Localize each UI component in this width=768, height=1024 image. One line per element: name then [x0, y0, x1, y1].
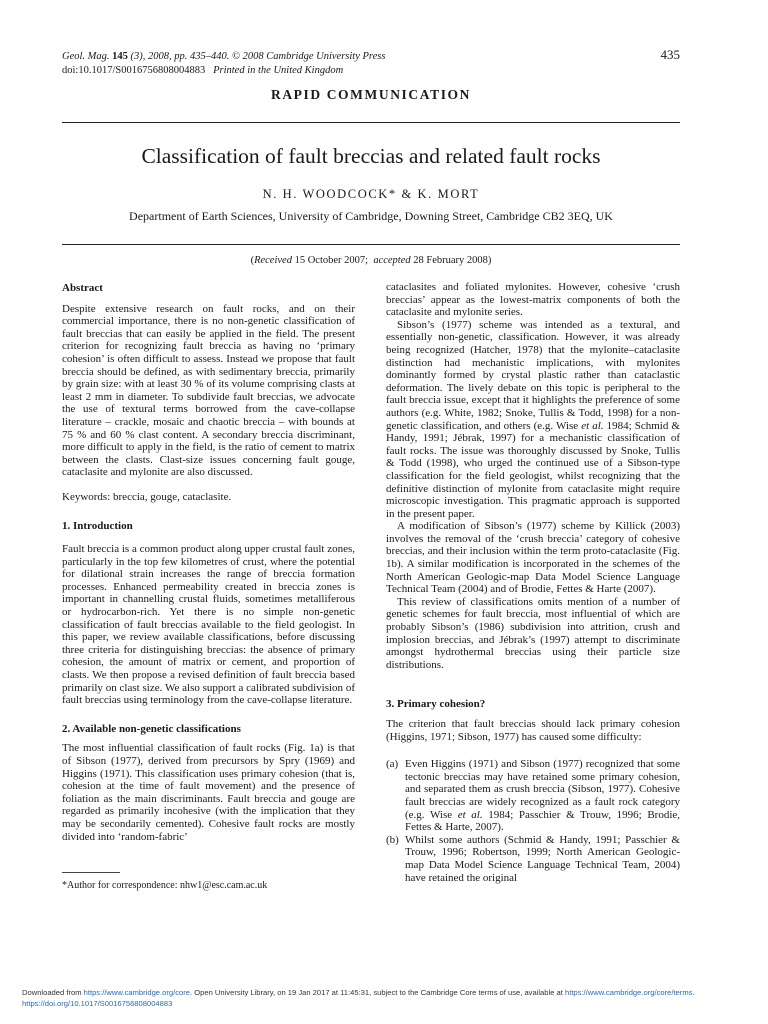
right-column	[386, 281, 680, 884]
abstract-text: Despite extensive research on fault rocks, and on their commercial importance, there is no non-genetic classification of fault breccias that can easily be applied in the field. The present criterion for recognizing fault breccia as having no ‘primary cohesion’ is often difficult to assess. Instead we propose that fault breccia should be defined, as with sedimentary breccia, primarily by grain size: with at least 30 % of its volume comprising clasts at least 2 mm in diameter. To subdivide fault breccias, we advocate the use of textural terms borrowed from the cave-collapse literature – crackle, mosaic and chaotic breccia – with bounds at 75 % and 60 % clast content. A secondary breccia discriminant, more difficult to apply in the field, is the ratio of cement to matrix between the clasts. Clast-size issues concerning fault gouge, cataclasite and mylonite are also discussed.	[62, 302, 355, 479]
page-number: 435	[660, 47, 680, 62]
download-prefix: Downloaded from	[22, 988, 84, 997]
section-1-heading: 1. Introduction	[62, 519, 133, 532]
journal-name: Geol. Mag.	[62, 51, 113, 62]
list-label: (a)	[386, 758, 399, 771]
keywords: Keywords: breccia, gouge, cataclasite.	[62, 490, 232, 503]
doi-link[interactable]: https://doi.org/10.1017/S0016756808004883	[22, 999, 173, 1008]
text-run: Even Higgins (1971) and Sibson (1977) recognized that some tectonic breccias may have retained some primary cohesion, and separated them as crush breccia (Sibson, 1977). Cohesive fault breccias are widely recognized as a fault rock category (e.g. Wise	[405, 758, 680, 821]
author-footnote: *Author for correspondence: nhw1@esc.cam.ac.uk	[62, 880, 268, 891]
left-column	[62, 282, 355, 843]
download-end: .	[692, 988, 695, 997]
affiliation: Department of Earth Sciences, University of Cambridge, Downing Street, Cambridge CB2 3EQ, UK	[129, 209, 613, 223]
terms-link[interactable]: https://www.cambridge.org/core/terms	[564, 988, 693, 997]
classification-paragraph: The most influential classification of fault rocks (Fig. 1a) is that of Sibson (1977), derived from precursors by Spry (1969) and Higgins (1971). This classification uses primary cohesion (that is, cohesion at the time of fault movement) and the presence of foliation as the main discriminants. Fault breccia and gouge are regarded as primarily incohesive (with the implication that they may be secondarily cemented). Cohesive fault rocks are mostly divided into ‘random-fabric’	[62, 742, 355, 843]
authors: N. H. WOODCOCK* & K. MORT	[262, 187, 480, 201]
footnote-divider	[62, 872, 120, 873]
list-item-a	[386, 758, 680, 834]
article-title: Classification of fault breccias and related fault rocks	[141, 144, 601, 168]
list-text: Whilst some authors (Schmid & Handy, 1991; Passchier & Trouw, 1996; Robertson, 1999; North American Geologic-map Data Model Science Language Technical Team, 2004) have retained the original	[405, 833, 680, 884]
received-accepted-line: (Received 15 October 2007; accepted 28 February 2008)	[250, 255, 492, 266]
running-header	[62, 50, 385, 78]
text-run: 1984; Schmid & Handy, 1991; Jébrak, 1997) for a mechanistic classification of fault rocks. The issue was thoroughly discussed by Snoke, Tullis & Todd (1998), who urged the continued use of a Sibson-type classification for the field geologist, whilst recognizing that the definitive distinction of mylonite from cataclasite might require microscopic investigation. This pragmatic approach is supported in the present paper.	[386, 419, 680, 520]
title-divider	[62, 244, 680, 245]
list-label: (b)	[386, 833, 399, 846]
list-text	[405, 758, 680, 834]
section-2-heading: 2. Available non-genetic classifications	[62, 722, 241, 735]
abstract-heading: Abstract	[62, 282, 103, 294]
text-run: 1984; Passchier & Trouw, 1996; Brodie, Fettes & Harte, 2007).	[405, 808, 681, 834]
killick-paragraph: A modification of Sibson’s (1977) scheme by Killick (2003) involves the removal of the ‘crush breccia’ category of cohesive breccias, and their inclusion within the term proto-cataclasite (Fig. 1b). A similar modification is incorporated in the schemes of the North American Geologic-map Data Model Science Language Technical Team (2004) and of Brodie, Fettes & Harte (2007).	[386, 520, 680, 596]
core-link[interactable]: https://www.cambridge.org/core	[83, 988, 190, 997]
printed-note: Printed in the United Kingdom	[213, 65, 344, 76]
sibson-paragraph	[386, 319, 680, 521]
accepted-label: accepted	[373, 255, 411, 266]
received-date: 15 October 2007;	[294, 255, 369, 266]
section-3-heading: 3. Primary cohesion?	[386, 698, 486, 711]
article-type: RAPID COMMUNICATION	[270, 87, 471, 102]
citation-line	[62, 50, 385, 64]
intro-paragraph: Fault breccia is a common product along upper crustal fault zones, particularly in the top few kilometres of crust, where the potential for dilational strain increases the range of breccia formation processes. Enhanced permeability created in breccia zones is important in channelling crustal fluids, sometimes metalliferous or hydrocarbon-rich. Yet there is no simple non-genetic classification of fault breccias available to the field geologist. In this paper, we review available classifications, before discussing three criteria for distinguishing breccias: the absence of primary cohesion, the amount of matrix or cement, and proportion of clasts. We then propose a revised definition of fault breccia based primarily on clast size. We also support a calibrated subdivision of fault breccias using terminology from the cave-collapse literature.	[62, 543, 355, 707]
text-run-italic: et al.	[457, 808, 483, 821]
text-run: Sibson’s (1977) scheme was intended as a textural, and essentially non-genetic, classification. However, it was already being recognized (Hatcher, 1978) that the mylonite–cataclasite distinction had mechanistic implications, with mylonites dominantly formed by crystal plastic rather than cataclastic deformation. The lively debate on this topic is peripheral to the fault breccia issue, except that it highlights the preference of some authors (e.g. White, 1982; Snoke, Tullis & Todd, 1998) for a non-genetic classification, and others (e.g. Wise	[386, 318, 680, 432]
doi: doi:10.1017/S0016756808004883	[62, 65, 206, 76]
received-label: Received	[254, 255, 292, 266]
header-divider	[62, 122, 680, 123]
list-item-b	[386, 834, 680, 884]
text-run-italic: et al.	[581, 419, 604, 432]
paragraph-continued: cataclasites and foliated mylonites. However, cohesive ‘crush breccias’ appear as the lowest-matrix components of both the cataclasite and mylonite series.	[386, 281, 680, 319]
download-middle: . Open University Library, on 19 Jan 2017 at 11:45:31, subject to the Cambridge Core terms of use, available at	[190, 988, 565, 997]
download-notice	[22, 987, 752, 1009]
accepted-date: 28 February 2008)	[413, 255, 492, 266]
doi-line	[62, 64, 385, 78]
review-paragraph: This review of classifications omits mention of a number of genetic schemes for fault breccia, most influential of which are probably Sibson’s (1986) subdivision into attrition, crush and implosion breccias, and Jébrak’s (1997) attempt to discriminate amongst hydrothermal breccias using their particle size distributions.	[386, 595, 680, 671]
citation-rest: (3), 2008, pp. 435–440. © 2008 Cambridge University Press	[127, 51, 386, 62]
cohesion-paragraph: The criterion that fault breccias should lack primary cohesion (Higgins, 1971; Sibson, 1977) has caused some difficulty:	[386, 718, 680, 743]
volume: 145	[112, 51, 128, 62]
